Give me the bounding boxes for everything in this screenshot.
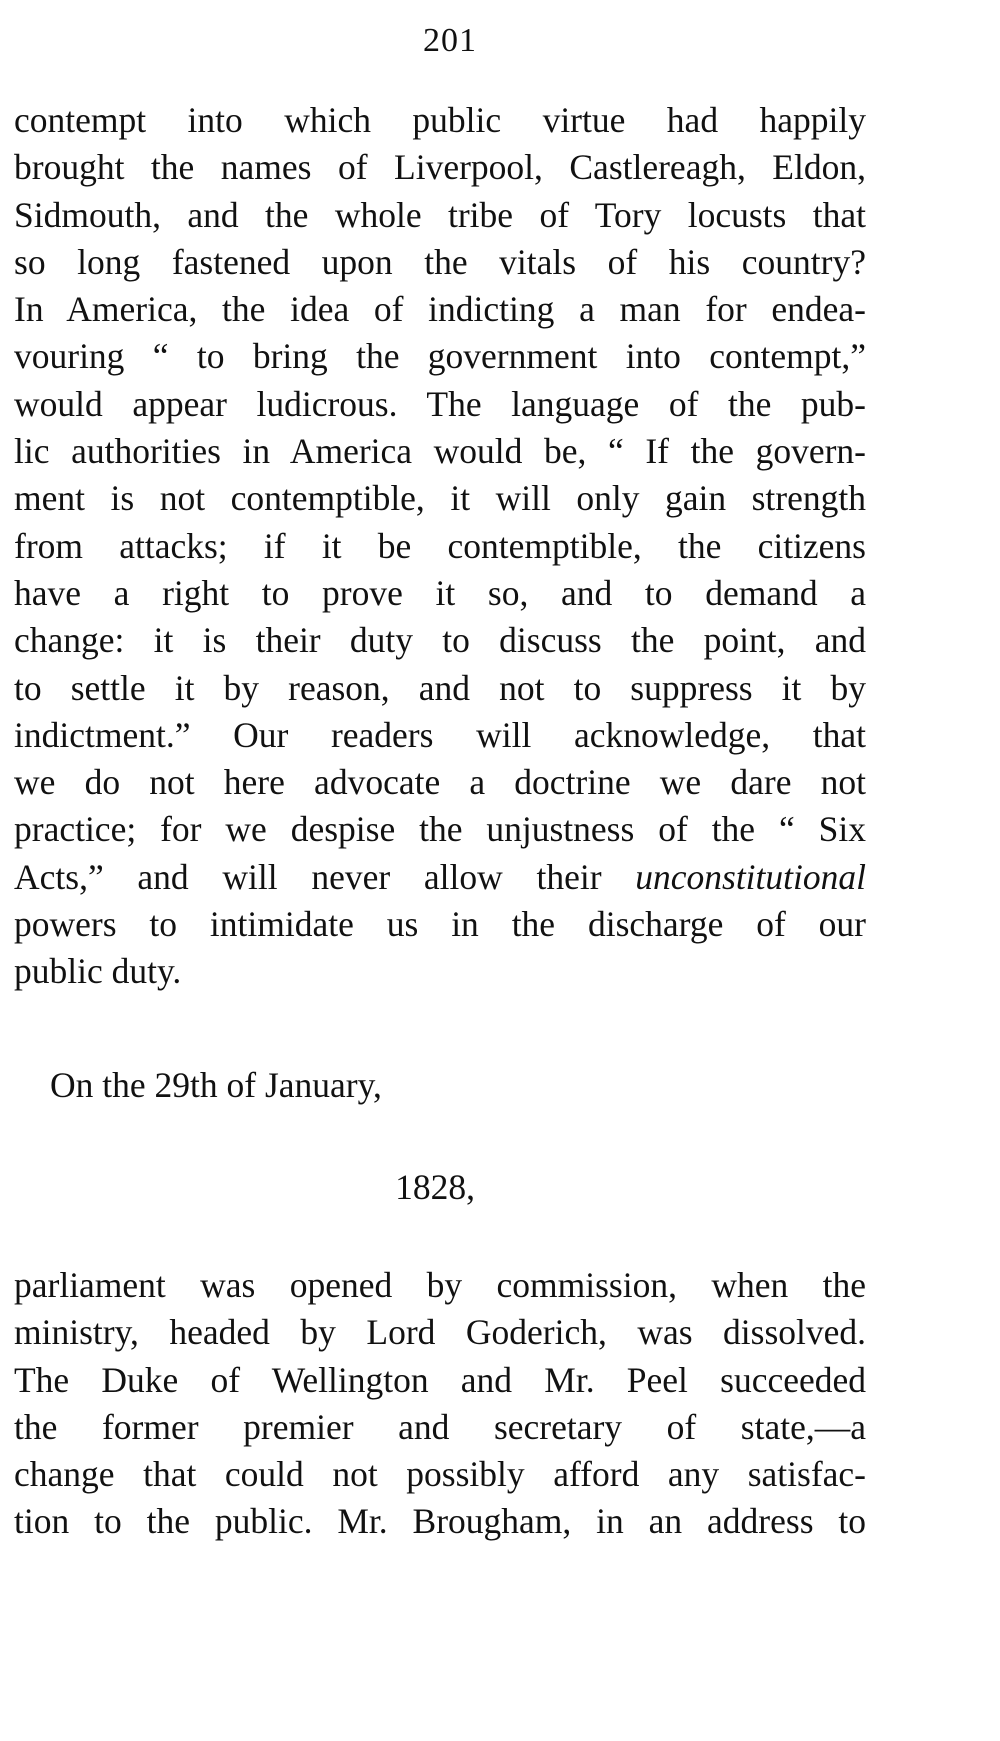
text-line: the former premier and secretary of state,—a [14,1406,866,1447]
text-line: from attacks; if it be contemptible, the citizens [14,525,866,566]
page-number: 201 [423,22,477,59]
text-line: so long fastened upon the vitals of his country? [14,241,866,282]
text-line: tion to the public. Mr. Brougham, in an address to [14,1501,866,1542]
text-line: contempt into which public virtue had happily [14,100,866,140]
dateline: On the 29th of January, [50,1065,382,1105]
paragraph-contempt [14,97,866,996]
text-line: Sidmouth, and the whole tribe of Tory locusts that [14,194,866,235]
text-line: ment is not contemptible, it will only gain strength [14,478,866,519]
text-line: have a right to prove it so, and to demand a [14,572,866,613]
text-line-start: Acts,” and will never allow their [14,856,602,897]
text-line: indictment.” Our readers will acknowledge, that [14,714,866,755]
text-line: lic authorities in America would be, “ If the govern- [14,431,866,472]
text-line: practice; for we despise the unjustness of the “ Six [14,809,866,850]
text-line: powers to intimidate us in the discharge of our [14,904,866,945]
text-line: The Duke of Wellington and Mr. Peel succeeded [14,1359,866,1400]
text-line: would appear ludicrous. The language of the pub- [14,383,866,424]
text-line: parliament was opened by commission, when the [14,1265,866,1305]
text-line: vouring “ to bring the government into contempt,” [14,336,866,377]
text-line: change that could not possibly afford any satisfac- [14,1454,866,1495]
paragraph-parliament [14,1262,866,1546]
italic-word: unconstitutional [635,856,866,897]
text-line: brought the names of Liverpool, Castlereagh, Eldon, [14,147,866,188]
text-line-final: public duty. [14,951,182,992]
text-line-with-italic [14,854,866,901]
text-line: change: it is their duty to discuss the point, and [14,620,866,661]
text-line: to settle it by reason, and not to suppress it by [14,667,866,708]
text-line: ministry, headed by Lord Goderich, was dissolved. [14,1312,866,1353]
text-line: In America, the idea of indicting a man for endea- [14,289,866,330]
text-line: we do not here advocate a doctrine we dare not [14,762,866,803]
year-heading: 1828, [395,1167,475,1207]
